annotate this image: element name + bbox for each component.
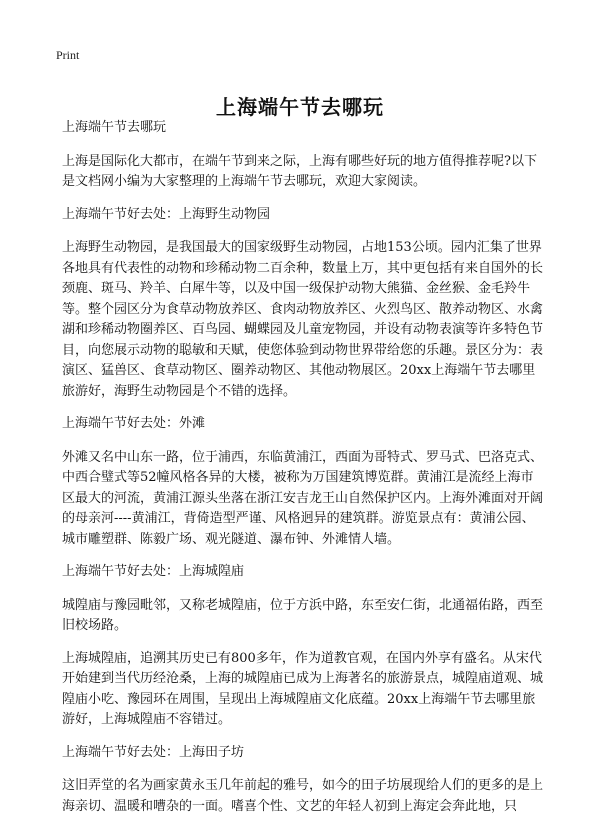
section-paragraph-city-god-temple-history: 上海城隍庙，追溯其历史已有800多年，作为道教官观，在国内外享有盛名。从宋代开始建到当代历经沧桑，上海的城隍庙已成为上海著名的旅游景点，城隍庙道观、城隍庙小吃、豫园环在周围，呈现出上海城隍庙文化底蕴。20xx上海端午节去哪里旅游好，上海城隍庙不容错过。 — [62, 650, 544, 727]
section-paragraph-bund: 外滩又名中山东一路，位于浦西，东临黄浦江，西面为哥特式、罗马式、巴洛克式、中西合璧式等52幢风格各异的大楼，被称为万国建筑博览群。黄浦江是流经上海市区最大的河流，黄浦江源头坐落在浙江安吉龙王山自然保护区内。上海外滩面对开阔的母亲河----黄浦江，背倚造型严谨、风格迥异的建筑群。游览景点有：黄浦公园、城市雕塑群、陈毅广场、观光隧道、瀑布钟、外滩情人墙。 — [62, 449, 544, 547]
section-paragraph-city-god-temple-location: 城隍庙与豫园毗邻，又称老城隍庙，位于方浜中路，东至安仁街，北通福佑路，西至旧校场路。 — [62, 597, 544, 633]
print-link[interactable]: Print — [56, 48, 80, 62]
section-heading-wildlife-park: 上海端午节好去处：上海野生动物园 — [62, 206, 271, 222]
section-paragraph-tianzifang: 这旧弄堂的名为画家黄永玉几年前起的雅号，如今的田子坊展现给人们的更多的是上海亲切、温暖和嘈杂的一面。嗜喜个性、文艺的年轻人初到上海定会奔此地，只 — [62, 778, 544, 814]
page-title: 上海端午节去哪玩 — [216, 95, 384, 120]
section-heading-tianzifang: 上海端午节好去处：上海田子坊 — [62, 744, 245, 760]
intro-heading: 上海端午节去哪玩 — [62, 120, 167, 135]
intro-paragraph: 上海是国际化大都市，在端午节到来之际，上海有哪些好玩的地方值得推荐呢?以下是文档网小编为大家整理的上海端午节去哪玩，欢迎大家阅读。 — [62, 153, 537, 189]
section-heading-bund: 上海端午节好去处：外滩 — [62, 416, 206, 431]
article-body — [62, 118, 546, 829]
section-heading-city-god-temple: 上海端午节好去处：上海城隍庙 — [62, 564, 245, 579]
section-paragraph-wildlife-park: 上海野生动物园，是我国最大的国家级野生动物园，占地153公顷。园内汇集了世界各地具有代表性的动物和珍稀动物二百余种，数量上万，其中更包括有来自国外的长颈鹿、斑马、羚羊、白犀牛等，以及中国一级保护动物大熊猫、金丝猴、金毛羚牛等。整个园区分为食草动物放养区、食肉动物放养区、火烈鸟区、散养动物区、水禽湖和珍稀动物圈养区、百鸟园、蝴蝶园及儿童宠物园，并设有动物表演等许多特色节目，向您展示动物的聪敏和天赋，使您体验到动物世界带给您的乐趣。景区分为：表演区、猛兽区、食草动物区、圈养动物区、其他动物展区。20xx上海端午节去哪里旅游好，海野生动物园是个不错的选择。 — [62, 240, 544, 399]
